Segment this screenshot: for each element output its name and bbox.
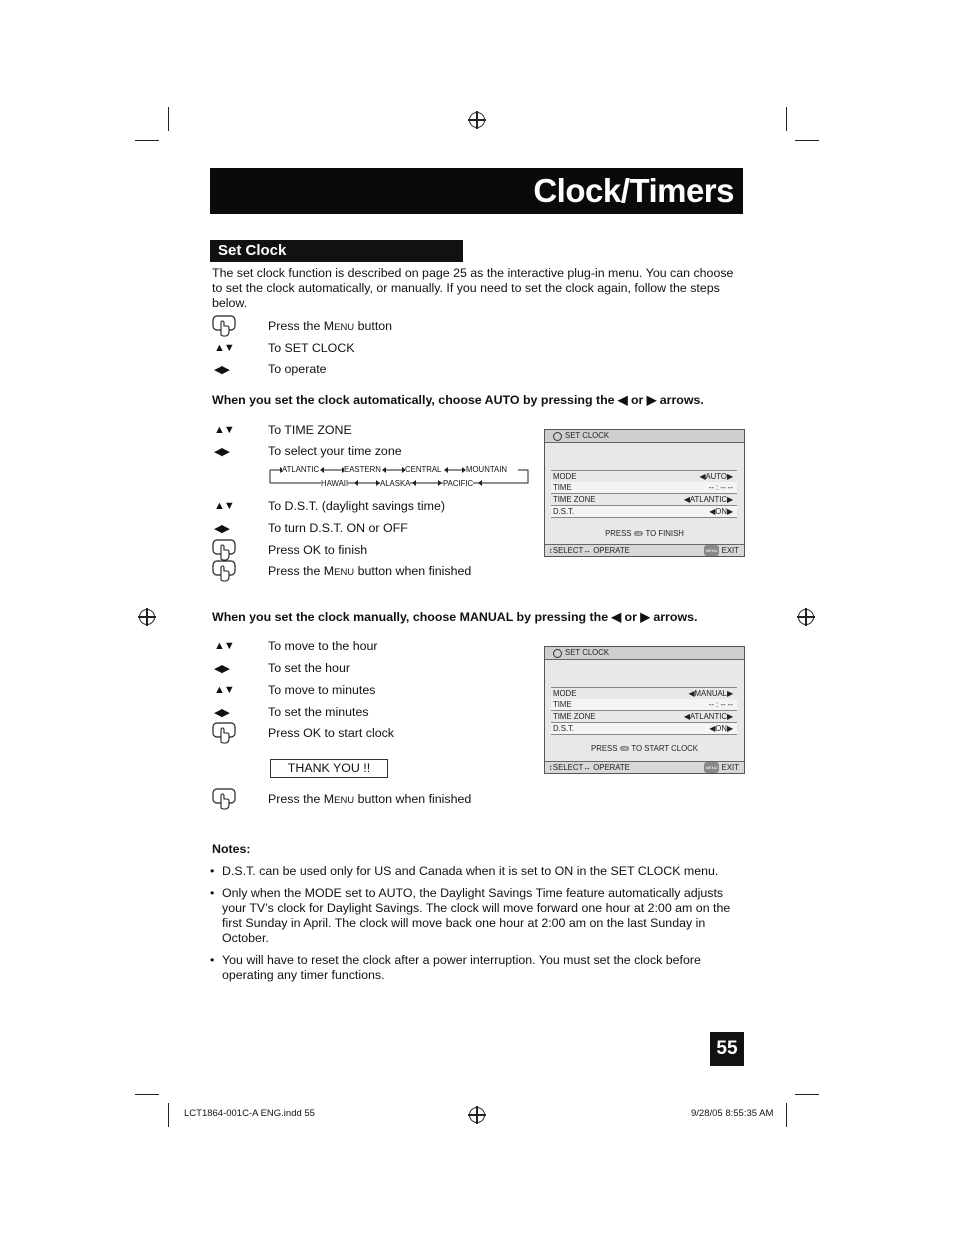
step-text: To TIME ZONE	[268, 423, 352, 437]
osd-set-clock-auto	[544, 429, 745, 557]
crop-mark	[786, 1103, 787, 1127]
step-text: To D.S.T. (daylight savings time)	[268, 499, 445, 513]
left-right-arrow-icon: ◀▶	[214, 707, 229, 719]
note-item: • You will have to reset the clock after a power interruption. You must set the clock before operating any timer functions.	[210, 953, 701, 982]
up-down-arrow-icon: ▲▼	[214, 342, 234, 354]
osd-row-time-zone: TIME ZONE ◀ATLANTIC▶	[551, 711, 737, 723]
step-text: To operate	[268, 362, 327, 376]
note-item: • Only when the MODE set to AUTO, the Daylight Savings Time feature automatically adjusts your TV’s clock for Daylight Savings. The clock will move forward one hour at 2:00 am on the first Sunday in April. The clock will move back one hour at 2:00 am on the last Sunday in October.	[210, 886, 731, 945]
step-text: Press the MENU button	[268, 319, 393, 333]
step-text: To turn D.S.T. ON or OFF	[268, 521, 408, 535]
crop-mark	[135, 1094, 159, 1095]
crop-mark	[786, 107, 787, 131]
hand-press-icon	[212, 315, 238, 335]
intro-paragraph: The set clock function is described on page 25 as the interactive plug-in menu. You can choose to set the clock automatically, or manually. If you need to set the clock again, follow the steps below.	[212, 266, 734, 310]
osd-press-hint: PRESS OK TO FINISH	[605, 529, 684, 538]
osd-row-mode: MODE ◀AUTO▶	[551, 470, 737, 483]
registration-mark-icon	[469, 112, 485, 128]
registration-mark-icon	[139, 609, 155, 625]
osd-title: SET CLOCK	[565, 431, 610, 440]
ok-button-icon: OK	[621, 746, 628, 752]
step-text: To set the hour	[268, 661, 350, 675]
crop-mark	[795, 140, 819, 141]
step-text: Press the MENU button when finished	[268, 564, 472, 578]
note-item: • D.S.T. can be used only for US and Canada when it is set to ON in the SET CLOCK menu.	[210, 864, 719, 878]
notes-title: Notes:	[212, 842, 251, 856]
step-text: To move to minutes	[268, 683, 376, 697]
step-text: To set the minutes	[268, 705, 369, 719]
registration-mark-icon	[469, 1107, 485, 1123]
osd-footer: ↕SELECT↔ OPERATE MENU EXIT	[545, 761, 744, 773]
osd-title: SET CLOCK	[565, 648, 610, 657]
tz-alaska: ALASKA	[380, 479, 411, 488]
registration-mark-icon	[798, 609, 814, 625]
step-text: Press OK to finish	[268, 543, 368, 557]
left-right-arrow-icon: ◀▶	[214, 663, 229, 675]
thank-you-box: THANK YOU !!	[270, 759, 388, 778]
hand-press-icon	[212, 560, 238, 580]
clock-icon	[553, 649, 562, 658]
tz-atlantic: ATLANTIC	[282, 465, 320, 474]
hand-press-icon	[212, 539, 238, 559]
osd-row-time: TIME -- : -- --	[551, 699, 737, 711]
osd-row-dst: D.S.T. ◀ON▶	[551, 506, 737, 518]
page-title: Clock/Timers	[533, 172, 734, 209]
crop-mark	[168, 1103, 169, 1127]
clock-icon	[553, 432, 562, 441]
osd-row-dst: D.S.T. ◀ON▶	[551, 723, 737, 735]
tz-hawaii: HAWAII	[321, 479, 349, 488]
page-number: 55	[710, 1032, 744, 1066]
tz-pacific: PACIFIC	[443, 479, 474, 488]
osd-header	[545, 647, 744, 660]
step-text: To select your time zone	[268, 444, 402, 458]
osd-set-clock-manual	[544, 646, 745, 774]
hand-press-icon	[212, 722, 238, 742]
tz-mountain: MOUNTAIN	[466, 465, 508, 474]
slug-file: LCT1864-001C-A ENG.indd 55	[184, 1108, 315, 1119]
page-header	[210, 168, 743, 214]
osd-header	[545, 430, 744, 443]
step-text: Press the MENU button when finished	[268, 792, 472, 806]
step-text: Press OK to start clock	[268, 726, 395, 740]
auto-heading: When you set the clock automatically, choose AUTO by pressing the ◀ or ▶ arrows.	[212, 393, 704, 407]
time-zone-diagram	[268, 462, 530, 488]
section-title: Set Clock	[210, 240, 463, 262]
left-right-arrow-icon: ◀▶	[214, 523, 229, 535]
osd-footer: ↕SELECT↔ OPERATE MENU EXIT	[545, 544, 744, 556]
osd-row-mode: MODE ◀MANUAL▶	[551, 687, 737, 700]
left-right-arrow-icon: ◀▶	[214, 364, 229, 376]
up-down-arrow-icon: ▲▼	[214, 500, 234, 512]
tz-central: CENTRAL	[405, 465, 442, 474]
osd-press-hint: PRESS OK TO START CLOCK	[591, 744, 698, 753]
osd-row-time: TIME -- : -- --	[551, 482, 737, 494]
menu-button-icon: MENU	[704, 545, 720, 556]
crop-mark	[795, 1094, 819, 1095]
crop-mark	[135, 140, 159, 141]
slug-date: 9/28/05 8:55:35 AM	[691, 1108, 774, 1119]
up-down-arrow-icon: ▲▼	[214, 424, 234, 436]
crop-mark	[168, 107, 169, 131]
step-text: To move to the hour	[268, 639, 378, 653]
manual-heading: When you set the clock manually, choose MANUAL by pressing the ◀ or ▶ arrows.	[212, 610, 698, 624]
step-text: To SET CLOCK	[268, 341, 355, 355]
up-down-arrow-icon: ▲▼	[214, 640, 234, 652]
hand-press-icon	[212, 788, 238, 808]
left-right-arrow-icon: ◀▶	[214, 446, 229, 458]
osd-row-time-zone: TIME ZONE ◀ATLANTIC▶	[551, 494, 737, 506]
ok-button-icon: OK	[635, 531, 642, 537]
tz-eastern: EASTERN	[344, 465, 381, 474]
up-down-arrow-icon: ▲▼	[214, 684, 234, 696]
menu-button-icon: MENU	[704, 762, 720, 773]
